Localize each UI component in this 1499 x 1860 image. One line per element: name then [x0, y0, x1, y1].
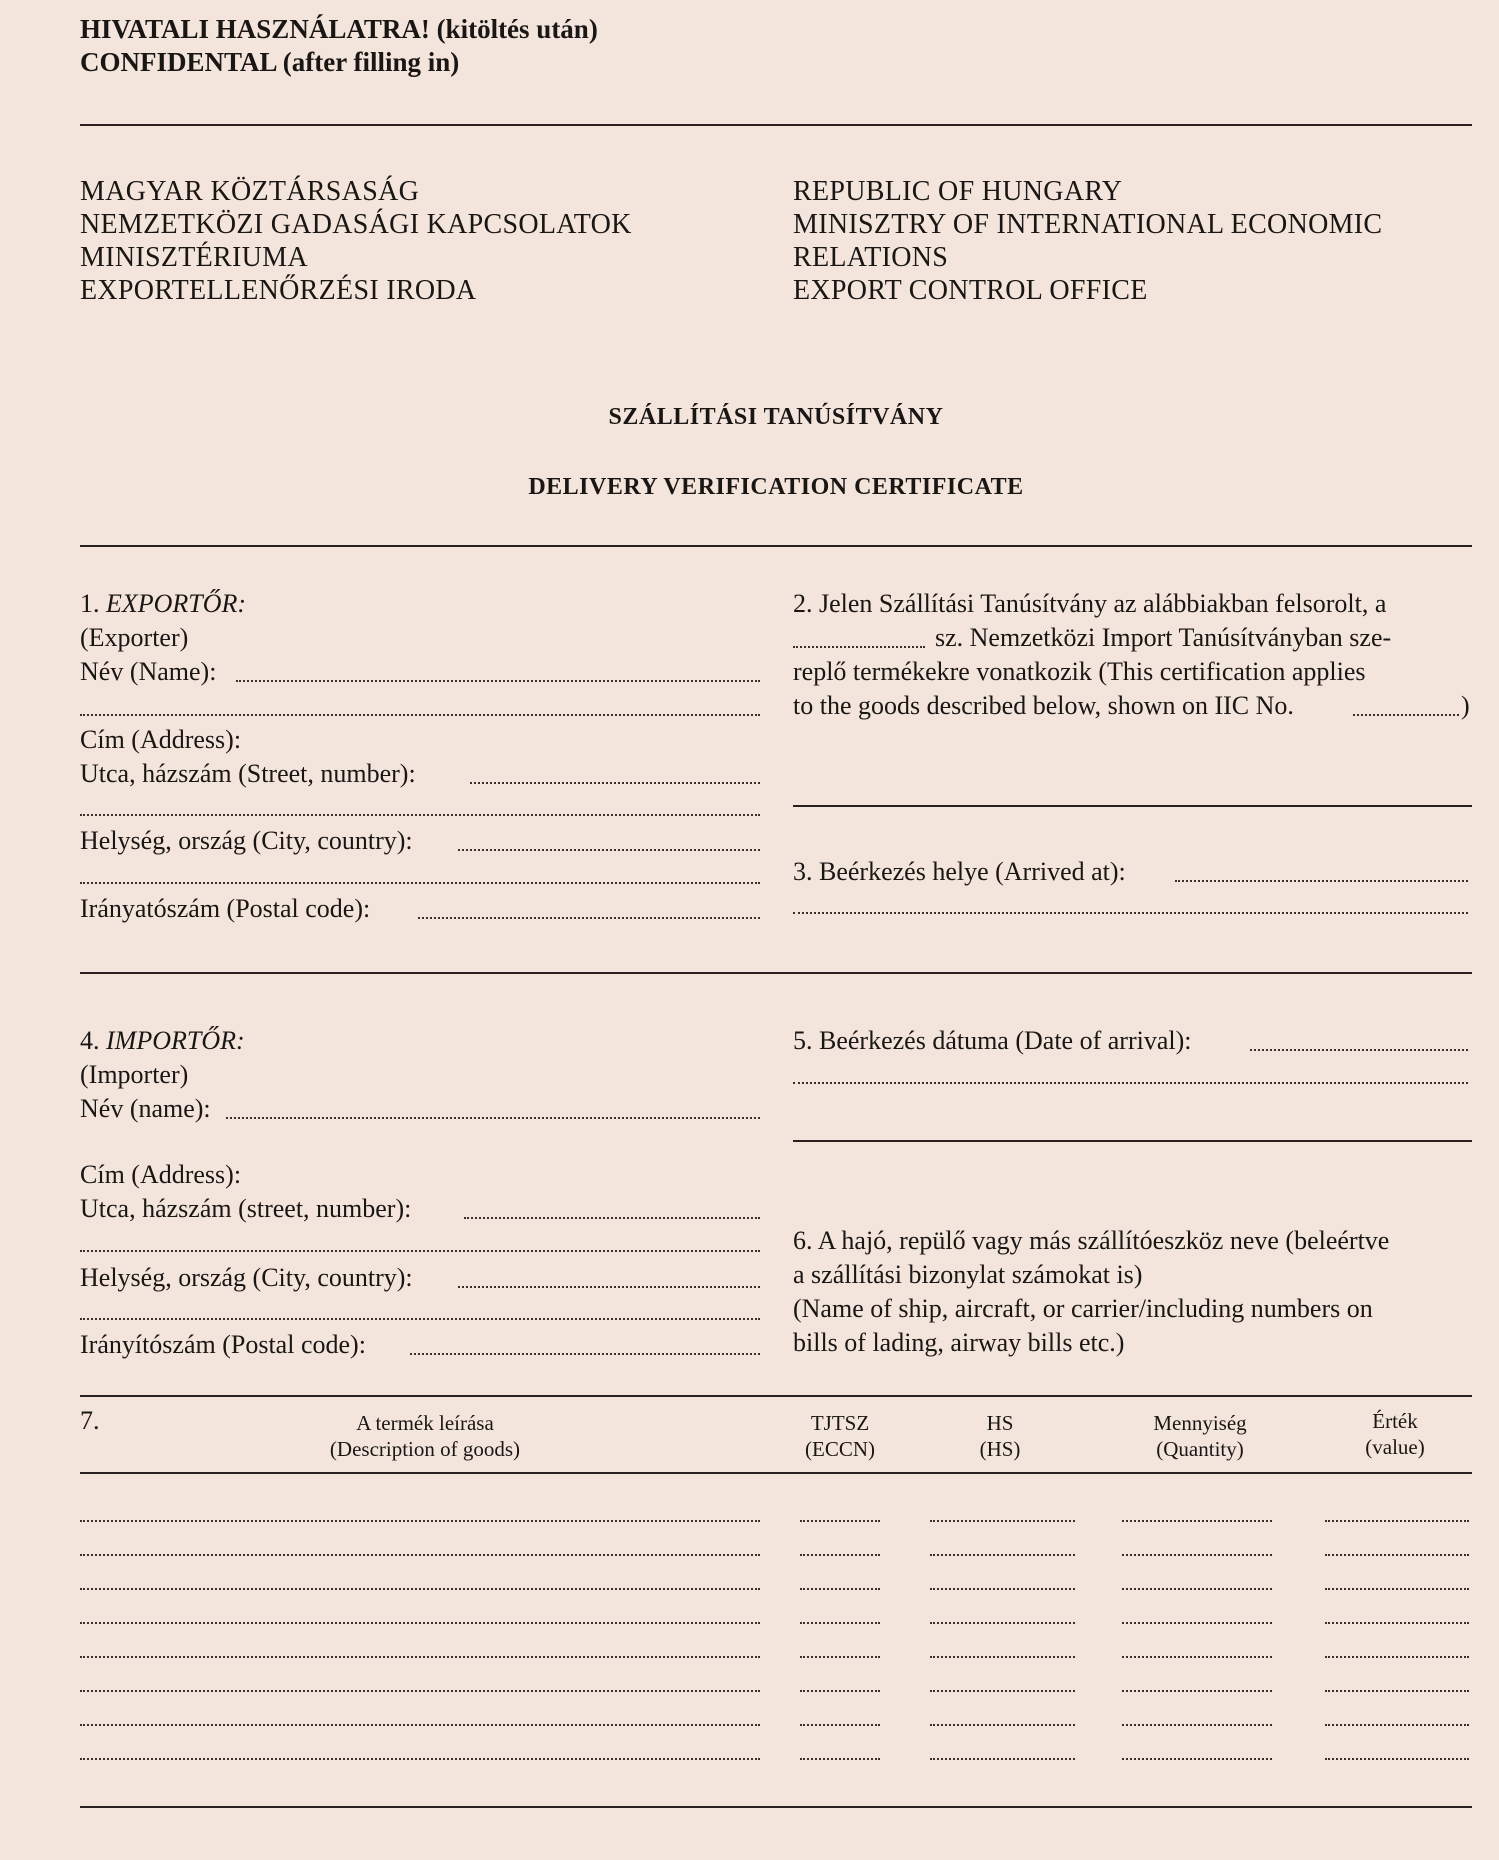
org-en-line: EXPORT CONTROL OFFICE	[793, 275, 1148, 306]
divider	[80, 1395, 1472, 1397]
section6-line2: a szállítási bizonylat számokat is)	[793, 1260, 1143, 1289]
arrived-at-field-2[interactable]	[793, 912, 1468, 914]
exporter-address-label: Cím (Address):	[80, 725, 242, 754]
importer-street-field-2[interactable]	[80, 1250, 760, 1252]
importer-postal-label: Irányítószám (Postal code):	[80, 1330, 366, 1359]
goods-description-cell[interactable]	[80, 1554, 760, 1556]
section2-line4: to the goods described below, shown on IIC No.	[793, 691, 1294, 720]
divider	[80, 545, 1472, 547]
goods-quantity-cell[interactable]	[1122, 1554, 1272, 1556]
goods-value-cell[interactable]	[1325, 1724, 1469, 1726]
goods-eccn-cell[interactable]	[800, 1758, 880, 1760]
exporter-postal-field[interactable]	[418, 917, 760, 919]
form-title-en: DELIVERY VERIFICATION CERTIFICATE	[528, 474, 1024, 500]
goods-hs-cell[interactable]	[930, 1724, 1075, 1726]
exporter-name-field-2[interactable]	[80, 714, 760, 716]
org-en-line: RELATIONS	[793, 242, 949, 273]
section2-cert-no-field[interactable]	[793, 646, 925, 648]
goods-hs-cell[interactable]	[930, 1758, 1075, 1760]
exporter-street-field-2[interactable]	[80, 814, 760, 816]
goods-description-cell[interactable]	[80, 1758, 760, 1760]
goods-eccn-cell[interactable]	[800, 1656, 880, 1658]
importer-city-field[interactable]	[458, 1286, 760, 1288]
exporter-sub: (Exporter)	[80, 623, 189, 652]
exporter-street-field[interactable]	[470, 782, 760, 784]
goods-quantity-cell[interactable]	[1122, 1690, 1272, 1692]
col-header-hu: HS	[986, 1411, 1014, 1435]
org-hu-line: EXPORTELLENŐRZÉSI IRODA	[80, 275, 477, 306]
section6-line4: bills of lading, airway bills etc.)	[793, 1328, 1125, 1357]
importer-street-label: Utca, házszám (street, number):	[80, 1194, 412, 1223]
importer-heading	[80, 1024, 245, 1058]
goods-quantity-cell[interactable]	[1122, 1656, 1272, 1658]
divider	[793, 1140, 1472, 1142]
divider	[80, 1472, 1472, 1474]
importer-postal-field[interactable]	[410, 1353, 760, 1355]
col-header-en: (value)	[1365, 1435, 1425, 1459]
goods-eccn-cell[interactable]	[800, 1724, 880, 1726]
date-of-arrival-field-2[interactable]	[793, 1082, 1468, 1084]
exporter-street-label: Utca, házszám (Street, number):	[80, 759, 416, 788]
divider	[793, 805, 1472, 807]
section-number: 1.	[80, 589, 100, 618]
importer-title: IMPORTŐR:	[106, 1026, 245, 1055]
org-english	[793, 175, 1382, 307]
goods-description-cell[interactable]	[80, 1622, 760, 1624]
confidential-notice-en: CONFIDENTAL (after filling in)	[80, 47, 460, 77]
goods-description-cell[interactable]	[80, 1656, 760, 1658]
goods-quantity-cell[interactable]	[1122, 1724, 1272, 1726]
col-header-en: (Description of goods)	[329, 1437, 521, 1461]
goods-value-cell[interactable]	[1325, 1554, 1469, 1556]
col-header-hu: Érték	[1372, 1409, 1418, 1433]
goods-description-cell[interactable]	[80, 1690, 760, 1692]
exporter-heading	[80, 587, 246, 621]
divider	[80, 1806, 1472, 1808]
importer-city-field-2[interactable]	[80, 1318, 760, 1320]
col-value-header	[1320, 1408, 1470, 1460]
goods-value-cell[interactable]	[1325, 1520, 1469, 1522]
goods-eccn-cell[interactable]	[800, 1690, 880, 1692]
date-of-arrival-field[interactable]	[1250, 1049, 1468, 1051]
org-hungarian	[80, 175, 632, 307]
divider	[80, 124, 1472, 126]
org-hu-line: NEMZETKÖZI GADASÁGI KAPCSOLATOK	[80, 209, 632, 240]
exporter-title: EXPORTŐR:	[106, 589, 247, 618]
goods-value-cell[interactable]	[1325, 1656, 1469, 1658]
exporter-city-field-2[interactable]	[80, 882, 760, 884]
importer-address-label: Cím (Address):	[80, 1160, 242, 1189]
section6-line1: 6. A hajó, repülő vagy más szállítóeszköz neve (beleértve	[793, 1226, 1390, 1255]
section2-close-paren: )	[1461, 691, 1470, 720]
col-header-en: (Quantity)	[1156, 1437, 1244, 1461]
exporter-postal-label: Irányatószám (Postal code):	[80, 894, 371, 923]
importer-street-field[interactable]	[464, 1217, 760, 1219]
goods-value-cell[interactable]	[1325, 1622, 1469, 1624]
confidential-notice-hu: HIVATALI HASZNÁLATRA! (kitöltés után)	[80, 14, 598, 44]
section2-line1: 2. Jelen Szállítási Tanúsítvány az alábbiakban felsorolt, a	[793, 589, 1387, 618]
col-header-en: (HS)	[979, 1437, 1021, 1461]
divider	[80, 972, 1472, 974]
goods-eccn-cell[interactable]	[800, 1554, 880, 1556]
importer-city-label: Helység, ország (City, country):	[80, 1263, 413, 1292]
arrived-at-field[interactable]	[1175, 880, 1468, 882]
col-header-hu: Mennyiség	[1153, 1411, 1247, 1435]
goods-value-cell[interactable]	[1325, 1690, 1469, 1692]
importer-name-label: Név (name):	[80, 1094, 211, 1123]
exporter-name-label: Név (Name):	[80, 657, 217, 686]
goods-hs-cell[interactable]	[930, 1622, 1075, 1624]
goods-eccn-cell[interactable]	[800, 1520, 880, 1522]
col-hs-header	[930, 1410, 1070, 1462]
goods-hs-cell[interactable]	[930, 1520, 1075, 1522]
org-en-line: REPUBLIC OF HUNGARY	[793, 176, 1123, 207]
col-header-hu: TJTSZ	[810, 1411, 870, 1435]
section3-label: 3. Beérkezés helye (Arrived at):	[793, 857, 1126, 886]
section2-line2: sz. Nemzetközi Import Tanúsítványban sze-	[935, 623, 1392, 652]
goods-hs-cell[interactable]	[930, 1588, 1075, 1590]
goods-eccn-cell[interactable]	[800, 1588, 880, 1590]
section5-label: 5. Beérkezés dátuma (Date of arrival):	[793, 1026, 1192, 1055]
goods-hs-cell[interactable]	[930, 1690, 1075, 1692]
goods-description-cell[interactable]	[80, 1588, 760, 1590]
col-eccn-header	[780, 1410, 900, 1462]
org-hu-line: MAGYAR KÖZTÁRSASÁG	[80, 176, 420, 207]
goods-description-cell[interactable]	[80, 1724, 760, 1726]
goods-quantity-cell[interactable]	[1122, 1758, 1272, 1760]
col-header-en: (ECCN)	[805, 1437, 875, 1461]
goods-hs-cell[interactable]	[930, 1656, 1075, 1658]
goods-quantity-cell[interactable]	[1122, 1622, 1272, 1624]
exporter-name-field[interactable]	[236, 680, 760, 682]
goods-quantity-cell[interactable]	[1122, 1520, 1272, 1522]
goods-value-cell[interactable]	[1325, 1758, 1469, 1760]
goods-description-cell[interactable]	[80, 1520, 760, 1522]
col-quantity-header	[1100, 1410, 1300, 1462]
goods-hs-cell[interactable]	[930, 1554, 1075, 1556]
section7-number: 7.	[80, 1406, 100, 1435]
goods-value-cell[interactable]	[1325, 1588, 1469, 1590]
exporter-city-field[interactable]	[458, 849, 760, 851]
section2-iic-no-field[interactable]	[1353, 714, 1459, 716]
form-title-hu: SZÁLLÍTÁSI TANÚSÍTVÁNY	[608, 404, 944, 430]
goods-quantity-cell[interactable]	[1122, 1588, 1272, 1590]
goods-eccn-cell[interactable]	[800, 1622, 880, 1624]
section2-line3: replő termékekre vonatkozik (This certification applies	[793, 657, 1366, 686]
importer-sub: (Importer)	[80, 1060, 189, 1089]
col-header-hu: A termék leírása	[356, 1411, 494, 1435]
col-description-header	[250, 1410, 600, 1462]
org-en-line: MINISZTRY OF INTERNATIONAL ECONOMIC	[793, 209, 1383, 240]
org-hu-line: MINISZTÉRIUMA	[80, 242, 308, 273]
section-number: 4.	[80, 1026, 100, 1055]
importer-name-field[interactable]	[226, 1117, 760, 1119]
section6-line3: (Name of ship, aircraft, or carrier/including numbers on	[793, 1294, 1373, 1323]
exporter-city-label: Helység, ország (City, country):	[80, 826, 413, 855]
